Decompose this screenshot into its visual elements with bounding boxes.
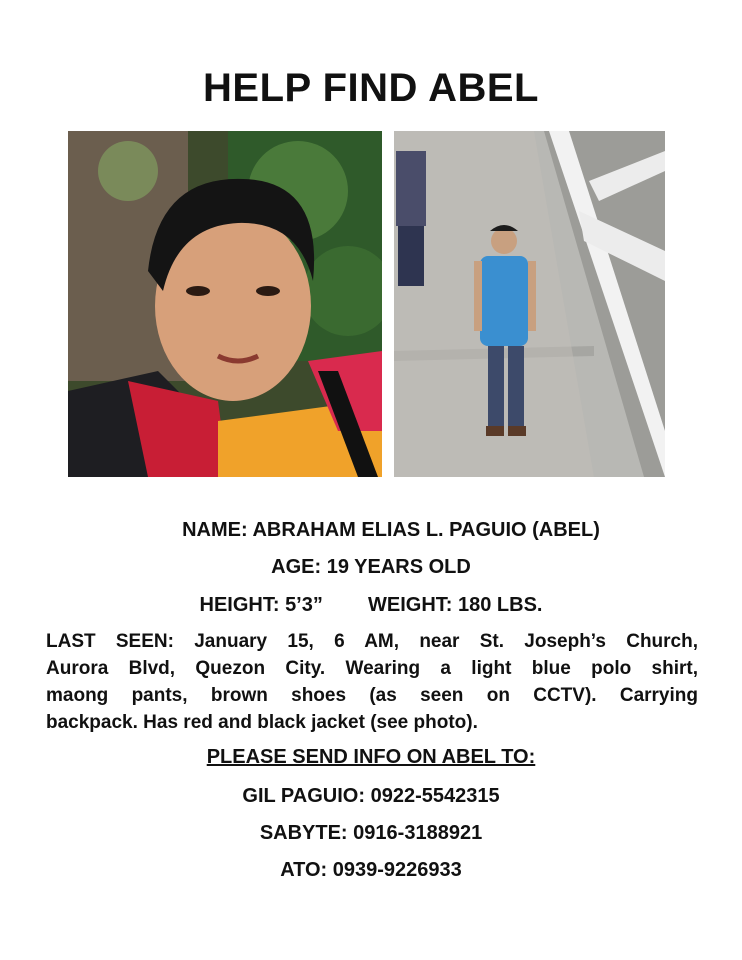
poster-title: HELP FIND ABEL: [203, 66, 539, 110]
last-seen-label: LAST SEEN:: [46, 631, 174, 652]
contact-name: GIL PAGUIO:: [242, 785, 366, 807]
contact-line: [0, 859, 742, 882]
height-value: 5’3”: [285, 594, 323, 616]
contact-phone: 0939-9226933: [332, 859, 462, 881]
send-info-heading: PLEASE SEND INFO ON ABEL TO:: [206, 746, 536, 768]
selfie-photo: [68, 131, 382, 477]
age-value: 19 YEARS OLD: [326, 556, 471, 578]
last-seen-text-line: January 15, 6 AM, near St. Joseph’s Church,: [194, 631, 698, 652]
weight-value: 180 LBS.: [458, 594, 543, 616]
contact-name: SABYTE:: [259, 822, 348, 844]
last-seen-text-line: backpack. Has red and black jacket (see photo).: [46, 712, 478, 733]
weight-label: WEIGHT:: [368, 594, 453, 616]
contact-name: ATO:: [280, 859, 328, 881]
name-line: [20, 519, 742, 542]
age-line: [0, 556, 742, 579]
last-seen-paragraph: [46, 628, 698, 736]
height-weight-line: [0, 594, 742, 617]
last-seen-text-line: maong pants, brown shoes (as seen on CCTV). Carrying: [46, 685, 698, 706]
age-label: AGE:: [271, 556, 322, 578]
height-label: HEIGHT:: [199, 594, 280, 616]
contact-phone: 0922-5542315: [370, 785, 500, 807]
contact-line: [0, 822, 742, 845]
name-label: NAME:: [182, 519, 248, 541]
contact-phone: 0916-3188921: [353, 822, 483, 844]
name-value: ABRAHAM ELIAS L. PAGUIO (ABEL): [252, 519, 600, 541]
cctv-photo: [394, 131, 665, 477]
last-seen-text-line: Aurora Blvd, Quezon City. Wearing a light blue polo shirt,: [46, 658, 698, 679]
contact-line: [0, 785, 742, 808]
